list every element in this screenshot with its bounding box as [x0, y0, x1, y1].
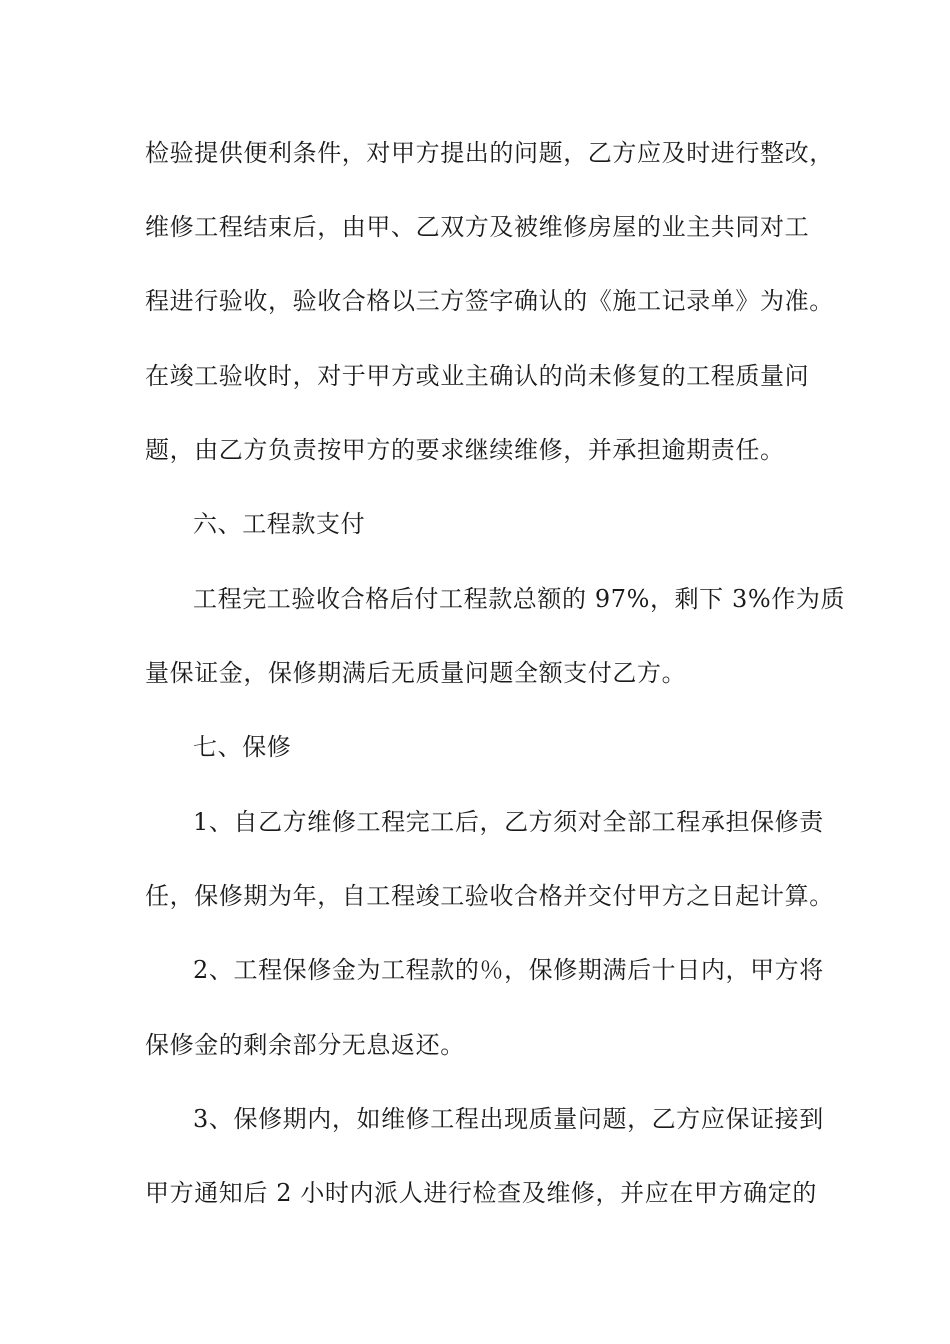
paragraph-line: 维修工程结束后，由甲、乙双方及被维修房屋的业主共同对工	[145, 213, 810, 241]
paragraph-line: 1、自乙方维修工程完工后，乙方须对全部工程承担保修责	[193, 808, 824, 836]
section-heading: 六、工程款支付	[193, 510, 366, 538]
paragraph-line: 题，由乙方负责按甲方的要求继续维修，并承担逾期责任。	[145, 436, 785, 464]
paragraph-line: 检验提供便利条件，对甲方提出的问题，乙方应及时进行整改，	[145, 139, 834, 167]
section-heading: 七、保修	[193, 733, 292, 761]
paragraph-line: 量保证金，保修期满后无质量问题全额支付乙方。	[145, 659, 687, 687]
paragraph-line: 程进行验收，验收合格以三方签字确认的《施工记录单》为准。	[145, 287, 834, 315]
paragraph-line: 工程完工验收合格后付工程款总额的 97%，剩下 3%作为质	[193, 585, 846, 613]
paragraph-line: 甲方通知后 2 小时内派人进行检查及维修，并应在甲方确定的	[145, 1179, 817, 1207]
paragraph-line: 保修金的剩余部分无息返还。	[145, 1031, 465, 1059]
paragraph-line: 3、保修期内，如维修工程出现质量问题，乙方应保证接到	[193, 1105, 824, 1133]
paragraph-line: 在竣工验收时，对于甲方或业主确认的尚未修复的工程质量问	[145, 362, 810, 390]
paragraph-line: 任，保修期为年，自工程竣工验收合格并交付甲方之日起计算。	[145, 882, 834, 910]
paragraph-line: 2、工程保修金为工程款的％，保修期满后十日内，甲方将	[193, 956, 824, 984]
